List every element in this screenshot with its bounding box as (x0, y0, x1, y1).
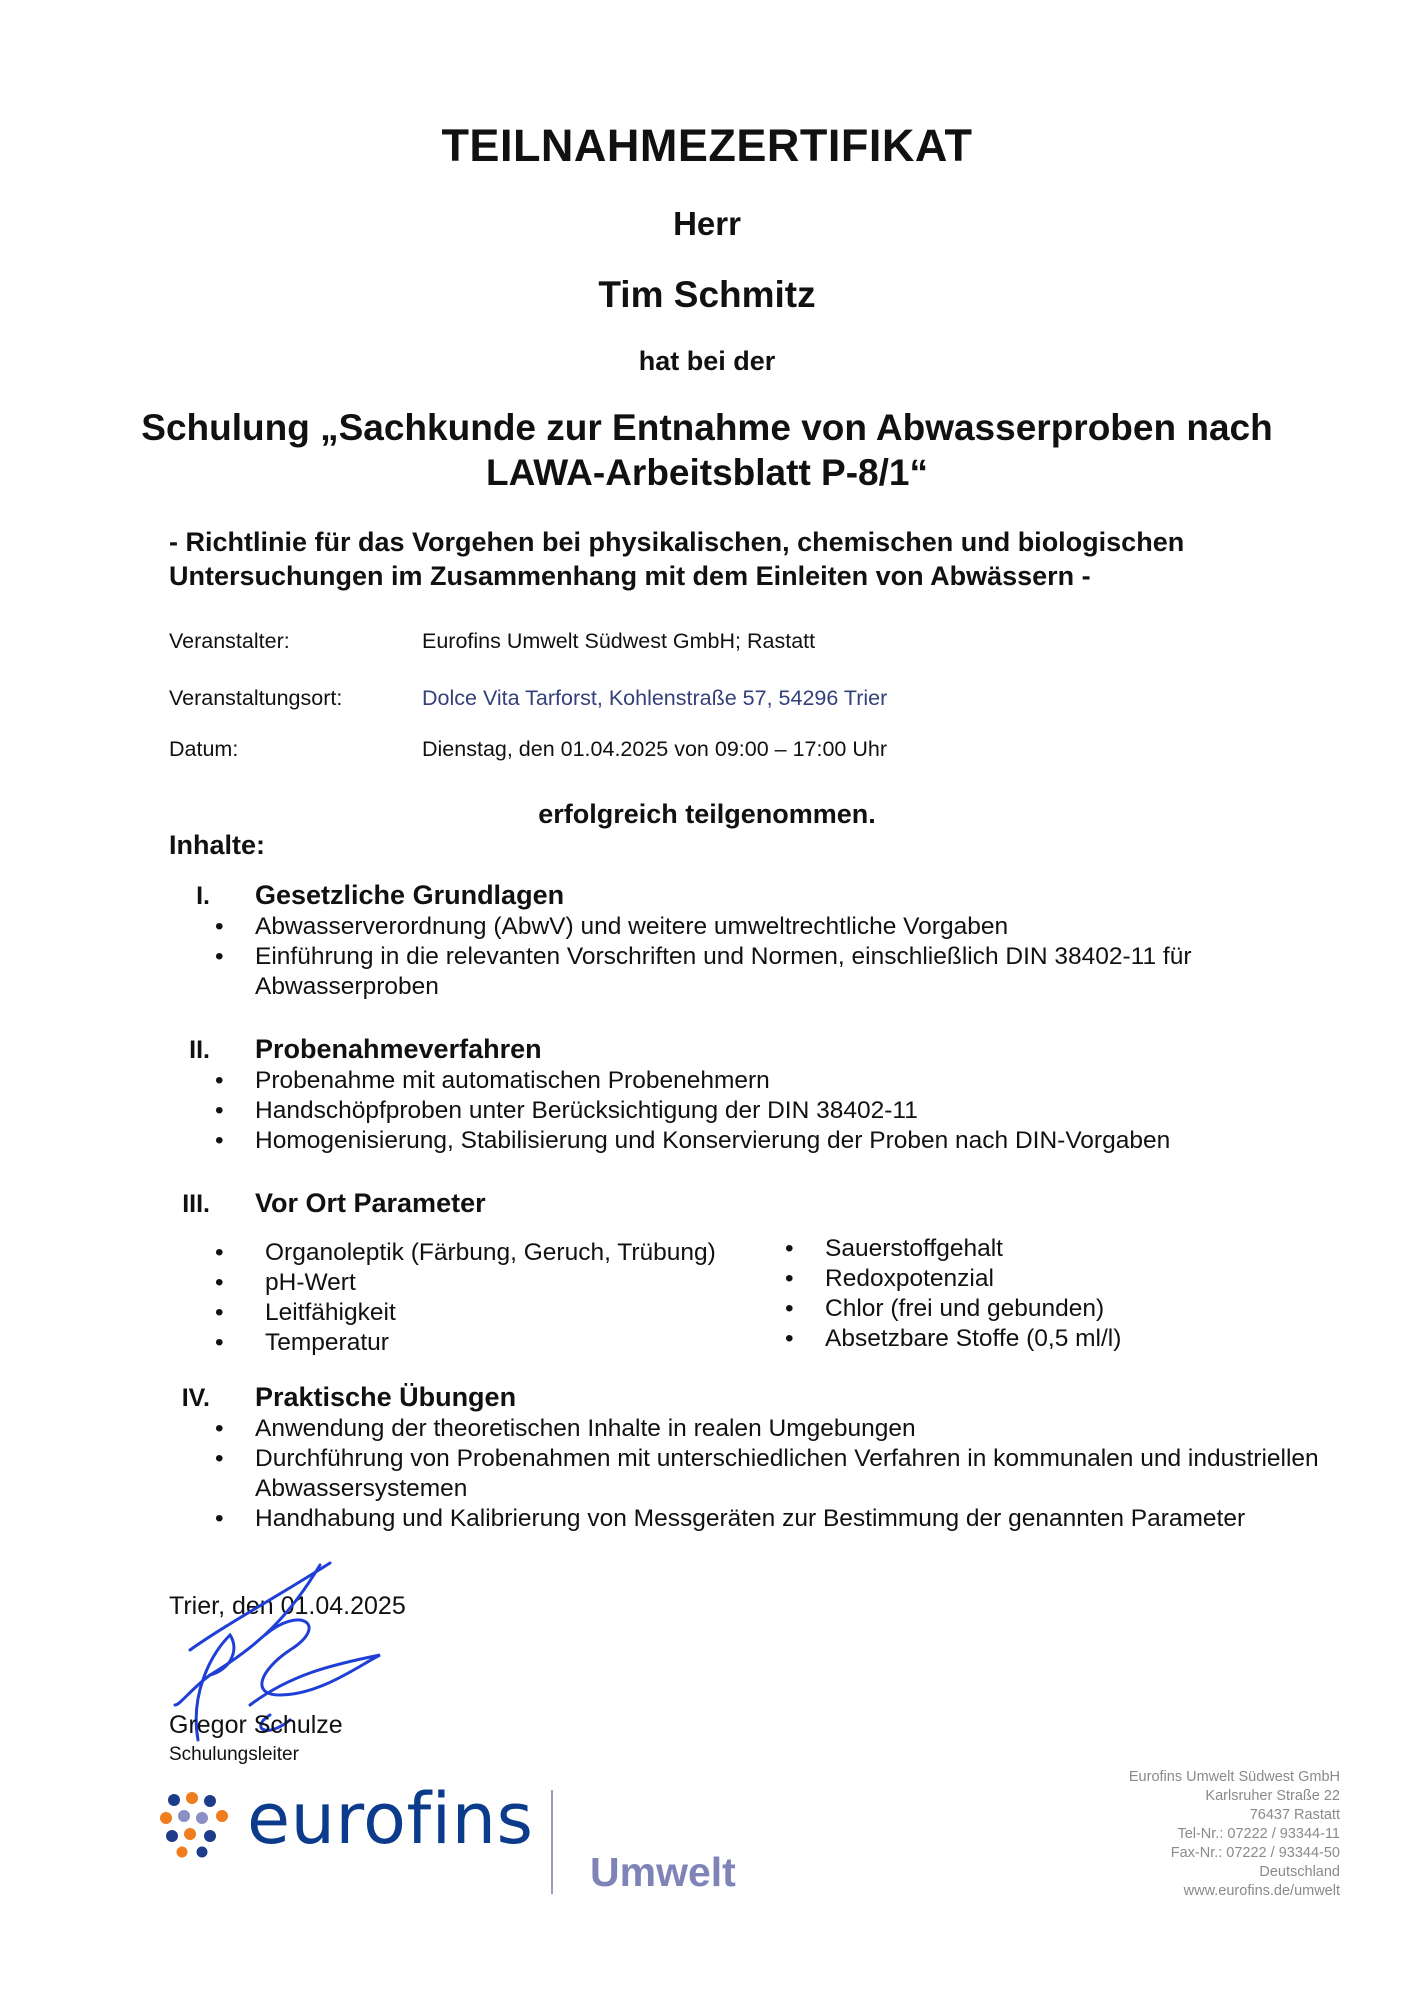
place-date: Trier, den 01.04.2025 (169, 1592, 406, 1620)
list-item: • Homogenisierung, Stabilisierung und Konservierung der Proben nach DIN-Vorgaben (205, 1126, 1335, 1156)
intro-text: hat bei der (638, 346, 776, 376)
course-title-line: Schulung „Sachkunde zur Entnahme von Abwasserproben nach (141, 407, 1273, 448)
logo-divider (551, 1790, 553, 1894)
guideline-line: - Richtlinie für das Vorgehen bei physikalischen, chemischen und biologischen (169, 527, 1185, 557)
venue-value[interactable]: Dolce Vita Tarforst, Kohlenstraße 57, 54296 Trier (422, 686, 888, 710)
eurofins-wordmark: eurofins (247, 1778, 534, 1860)
organizer-value: Eurofins Umwelt Südwest GmbH; Rastatt (422, 629, 816, 653)
list-item: • Redoxpotenzial (775, 1264, 1275, 1294)
guideline-line: Untersuchungen im Zusammenhang mit dem Einleiten von Abwässern - (169, 561, 1091, 591)
list-item: • Abwasserverordnung (AbwV) und weitere umweltrechtliche Vorgaben (205, 912, 1335, 942)
list-item: • pH-Wert (205, 1268, 765, 1298)
section-title: Gesetzliche Grundlagen (255, 880, 565, 910)
address-line: Eurofins Umwelt Südwest GmbH (1128, 1769, 1340, 1785)
salutation: Herr (673, 205, 741, 242)
guideline-text (169, 525, 1309, 593)
eurofins-dots-logo-icon (160, 1792, 234, 1858)
section-number: IV. (181, 1384, 210, 1412)
logo-subtitle: Umwelt (590, 1849, 736, 1895)
section-list (205, 1414, 1335, 1534)
section-list (205, 912, 1335, 1002)
certificate-title: TEILNAHMEZERTIFIKAT (441, 120, 973, 171)
list-item: • Organoleptik (Färbung, Geruch, Trübung) (205, 1238, 765, 1268)
list-item: • Durchführung von Probenahmen mit unterschiedlichen Verfahren in kommunalen und industriellen Abwassersystemen (205, 1444, 1335, 1504)
address-line: Karlsruher Straße 22 (1205, 1788, 1340, 1804)
list-item: • Sauerstoffgehalt (775, 1234, 1275, 1264)
course-title-line: LAWA-Arbeitsblatt P-8/1“ (486, 452, 928, 493)
address-line: 76437 Rastatt (1249, 1807, 1340, 1823)
signer-name: Gregor Schulze (169, 1711, 343, 1739)
list-item: • Handschöpfproben unter Berücksichtigung der DIN 38402-11 (205, 1096, 1335, 1126)
section-list (205, 1066, 1335, 1156)
website-link[interactable]: www.eurofins.de/umwelt (1183, 1883, 1340, 1899)
participant-name: Tim Schmitz (598, 274, 816, 315)
list-item: • Absetzbare Stoffe (0,5 ml/l) (775, 1324, 1275, 1354)
parameter-list-right (775, 1234, 1275, 1354)
venue-label: Veranstaltungsort: (169, 686, 343, 710)
list-item: • Anwendung der theoretischen Inhalte in realen Umgebungen (205, 1414, 1335, 1444)
section-title: Praktische Übungen (255, 1382, 517, 1412)
address-line: Deutschland (1259, 1864, 1340, 1880)
course-title (0, 405, 1414, 495)
list-item: • Leitfähigkeit (205, 1298, 765, 1328)
parameter-list-left (205, 1238, 765, 1358)
section-number: I. (196, 882, 210, 910)
list-item: • Handhabung und Kalibrierung von Messgeräten zur Bestimmung der genannten Parameter (205, 1504, 1335, 1534)
date-value: Dienstag, den 01.04.2025 von 09:00 – 17:00 Uhr (422, 737, 887, 761)
section-title: Probenahmeverfahren (255, 1034, 542, 1064)
date-label: Datum: (169, 737, 239, 761)
section-number: III. (182, 1190, 210, 1218)
section-number: II. (189, 1036, 210, 1064)
section-title: Vor Ort Parameter (255, 1188, 486, 1218)
success-text: erfolgreich teilgenommen. (538, 799, 876, 829)
list-item: • Probenahme mit automatischen Probenehmern (205, 1066, 1335, 1096)
signer-role: Schulungsleiter (169, 1744, 299, 1765)
address-line: Fax-Nr.: 07222 / 93344-50 (1170, 1845, 1340, 1861)
list-item: • Temperatur (205, 1328, 765, 1358)
company-address (1040, 1768, 1340, 1901)
contents-heading: Inhalte: (169, 830, 266, 860)
organizer-label: Veranstalter: (169, 629, 290, 653)
address-line: Tel-Nr.: 07222 / 93344-11 (1177, 1826, 1340, 1842)
list-item: • Einführung in die relevanten Vorschriften und Normen, einschließlich DIN 38402-11 für Abwasserproben (205, 942, 1335, 1002)
list-item: • Chlor (frei und gebunden) (775, 1294, 1275, 1324)
